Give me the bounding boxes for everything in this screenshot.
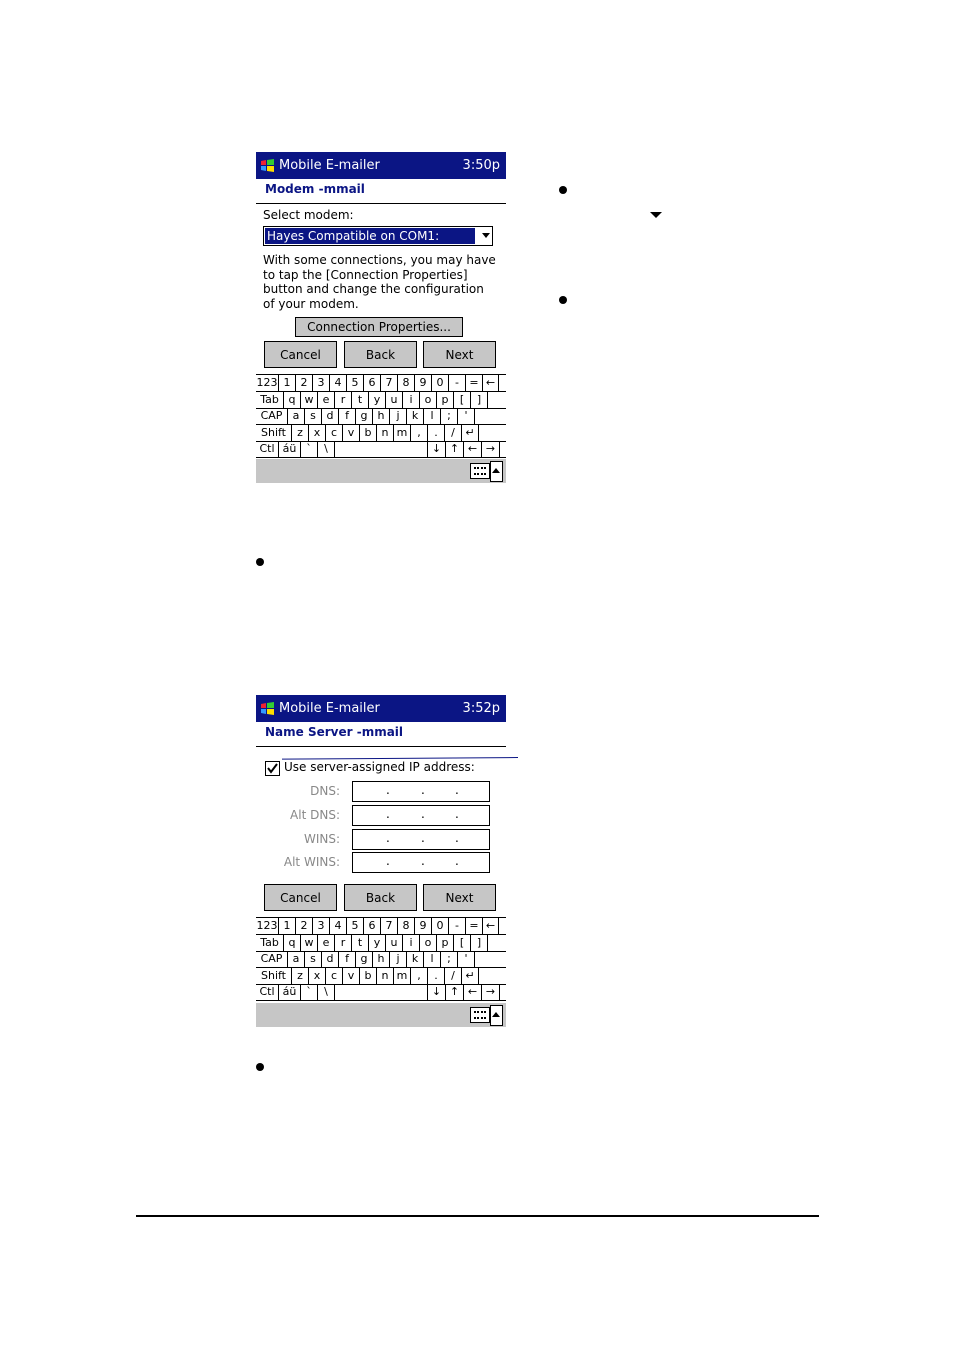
key[interactable]: → (482, 441, 500, 457)
key[interactable]: h (373, 408, 390, 424)
info-text: With some connections, you may have to tap the [Connection Properties] button and change the configuration of your modem. (263, 253, 496, 311)
key[interactable]: 7 (381, 375, 398, 391)
modem-select-value[interactable]: Hayes Compatible on COM1: (265, 228, 475, 244)
soft-keyboard (256, 374, 506, 459)
key[interactable]: Tab (256, 392, 284, 408)
key[interactable]: ↑ (446, 441, 464, 457)
key[interactable]: 5 (347, 375, 364, 391)
key[interactable]: 6 (364, 918, 381, 934)
keyboard-row (256, 935, 506, 952)
key[interactable]: 123 (256, 376, 278, 389)
key[interactable]: z (292, 968, 309, 984)
key[interactable]: f (339, 408, 356, 424)
key[interactable]: ] (471, 392, 488, 408)
key[interactable]: - (449, 375, 466, 391)
keyboard-row (256, 984, 506, 1001)
key[interactable]: 5 (347, 918, 364, 934)
keyboard-row (256, 968, 506, 985)
key[interactable]: CAP (256, 408, 288, 424)
keyboard-row (256, 918, 506, 935)
key[interactable]: u (386, 935, 403, 951)
key[interactable]: v (343, 968, 360, 984)
divider (256, 203, 506, 204)
checkbox-check-icon (266, 762, 279, 775)
alt-dns-field[interactable]: . . . (352, 805, 490, 826)
sip-bar (256, 1003, 506, 1027)
key[interactable]: p (437, 392, 454, 408)
key[interactable]: = (466, 375, 483, 391)
dropdown-arrow-icon[interactable] (482, 233, 490, 238)
page-title: Modem -mmail (265, 182, 365, 196)
key[interactable]: m (394, 968, 411, 984)
clock[interactable]: 3:52p (462, 701, 500, 716)
key[interactable]: ↑ (446, 984, 464, 1000)
key[interactable]: 3 (313, 375, 330, 391)
key[interactable]: y (369, 935, 386, 951)
back-button[interactable]: Back (344, 341, 417, 368)
key[interactable]: 4 (330, 918, 347, 934)
modem-select[interactable] (263, 226, 493, 246)
key[interactable]: ' (458, 951, 475, 967)
key[interactable]: q (284, 935, 301, 951)
keyboard-row (256, 408, 506, 425)
key[interactable]: p (437, 935, 454, 951)
key[interactable]: s (305, 408, 322, 424)
key[interactable]: 3 (313, 918, 330, 934)
page-title: Name Server -mmail (265, 725, 404, 739)
key[interactable]: n (377, 968, 394, 984)
title-bar (256, 152, 506, 179)
title-bar (256, 695, 506, 722)
key[interactable]: . (428, 968, 445, 984)
key[interactable]: j (390, 408, 407, 424)
bullet (256, 1063, 264, 1071)
dropdown-arrow-icon (650, 212, 662, 218)
key[interactable]: ] (471, 935, 488, 951)
key-space[interactable] (335, 984, 428, 1000)
cancel-button[interactable]: Cancel (264, 341, 337, 368)
key[interactable]: ; (441, 951, 458, 967)
key[interactable]: e (318, 935, 335, 951)
keyboard-row (256, 425, 506, 442)
key[interactable]: v (343, 425, 360, 441)
key[interactable]: ; (441, 408, 458, 424)
key[interactable]: h (373, 951, 390, 967)
key[interactable]: Shift (256, 968, 292, 984)
back-button[interactable]: Back (344, 884, 417, 911)
key[interactable]: o (420, 935, 437, 951)
key[interactable]: 7 (381, 918, 398, 934)
key[interactable]: s (305, 951, 322, 967)
soft-keyboard (256, 917, 506, 1002)
key[interactable]: 123 (256, 919, 278, 932)
dns-label: DNS: (310, 784, 340, 798)
key[interactable]: / (445, 968, 462, 984)
app-title: Mobile E-mailer (279, 158, 380, 173)
windows-start-icon[interactable] (259, 700, 276, 717)
key[interactable]: o (420, 392, 437, 408)
key[interactable]: ↓ (428, 441, 446, 457)
key[interactable]: b (360, 425, 377, 441)
key[interactable]: Shift (256, 425, 292, 441)
clock[interactable]: 3:50p (462, 158, 500, 173)
key[interactable]: j (390, 951, 407, 967)
key[interactable]: c (326, 968, 343, 984)
key[interactable]: \ (318, 984, 335, 1000)
key[interactable]: c (326, 425, 343, 441)
key[interactable]: x (309, 425, 326, 441)
key[interactable]: [ (454, 392, 471, 408)
key[interactable]: ` (301, 984, 318, 1000)
keyboard-icon[interactable] (470, 463, 490, 479)
key[interactable]: Tab (256, 935, 284, 951)
modem-screen (256, 152, 506, 483)
key[interactable]: r (335, 935, 352, 951)
key[interactable]: t (352, 935, 369, 951)
next-button[interactable]: Next (423, 341, 496, 368)
key[interactable]: Ctl (256, 984, 279, 1000)
key[interactable]: w (301, 935, 318, 951)
keyboard-icon[interactable] (470, 1007, 490, 1023)
key[interactable]: t (352, 392, 369, 408)
key[interactable]: = (466, 918, 483, 934)
key[interactable]: q (284, 392, 301, 408)
key[interactable]: d (322, 408, 339, 424)
key[interactable]: k (407, 951, 424, 967)
key[interactable]: [ (454, 935, 471, 951)
key[interactable]: - (449, 918, 466, 934)
wins-field[interactable]: . . . (352, 829, 490, 850)
key[interactable]: 6 (364, 375, 381, 391)
keyboard-row (256, 392, 506, 409)
key[interactable]: , (411, 425, 428, 441)
key[interactable]: áü (279, 984, 301, 1000)
key[interactable]: . (428, 425, 445, 441)
key[interactable]: a (288, 951, 305, 967)
key[interactable]: ↵ (462, 425, 479, 441)
app-title: Mobile E-mailer (279, 701, 380, 716)
key[interactable]: u (386, 392, 403, 408)
key[interactable]: ← (483, 375, 499, 391)
select-modem-label: Select modem: (263, 208, 354, 222)
sip-bar (256, 459, 506, 483)
cancel-button[interactable]: Cancel (264, 884, 337, 911)
use-server-ip-label: Use server-assigned IP address: (284, 760, 475, 774)
sip-up-arrow-icon[interactable] (490, 1005, 503, 1026)
keyboard-row (256, 951, 506, 968)
sip-up-arrow-icon[interactable] (490, 461, 503, 482)
key[interactable]: l (424, 408, 441, 424)
key[interactable]: \ (318, 441, 335, 457)
alt-wins-field[interactable]: . . . (352, 852, 490, 873)
dns-field[interactable]: . . . (352, 781, 490, 802)
key[interactable]: k (407, 408, 424, 424)
wins-label: WINS: (303, 832, 340, 846)
keyboard-row (256, 441, 506, 458)
key[interactable]: f (339, 951, 356, 967)
alt-wins-label: Alt WINS: (283, 855, 340, 869)
key[interactable]: , (411, 968, 428, 984)
key[interactable]: w (301, 392, 318, 408)
next-button[interactable]: Next (423, 884, 496, 911)
key-space[interactable] (335, 441, 428, 457)
windows-start-icon[interactable] (259, 157, 276, 174)
use-server-ip-checkbox[interactable] (265, 761, 280, 776)
key[interactable]: CAP (256, 951, 288, 967)
key[interactable]: 0 (432, 375, 449, 391)
key[interactable]: ← (464, 984, 482, 1000)
key[interactable]: 9 (415, 918, 432, 934)
footer-rule (136, 1215, 819, 1217)
key[interactable]: ` (301, 441, 318, 457)
key[interactable]: y (369, 392, 386, 408)
key[interactable]: ' (458, 408, 475, 424)
key[interactable]: 1 (279, 375, 296, 391)
key[interactable]: a (288, 408, 305, 424)
key[interactable]: n (377, 425, 394, 441)
key[interactable]: 0 (432, 918, 449, 934)
key[interactable]: e (318, 392, 335, 408)
key[interactable]: r (335, 392, 352, 408)
name-server-screen (256, 695, 506, 1027)
bullet (559, 186, 567, 194)
key[interactable]: b (360, 968, 377, 984)
divider (256, 746, 506, 747)
key[interactable]: 9 (415, 375, 432, 391)
key[interactable]: g (356, 408, 373, 424)
key[interactable]: Ctl (256, 441, 279, 457)
key[interactable]: i (403, 392, 420, 408)
key[interactable]: i (403, 935, 420, 951)
bullet (256, 558, 264, 566)
key[interactable]: 8 (398, 918, 415, 934)
key[interactable]: áü (279, 441, 301, 457)
key[interactable]: 2 (296, 918, 313, 934)
key[interactable]: x (309, 968, 326, 984)
key[interactable]: 2 (296, 375, 313, 391)
keyboard-row (256, 375, 506, 392)
key[interactable]: m (394, 425, 411, 441)
bullet (559, 296, 567, 304)
key[interactable]: / (445, 425, 462, 441)
key[interactable]: → (482, 984, 500, 1000)
alt-dns-label: Alt DNS: (290, 808, 340, 822)
key[interactable]: ↵ (462, 968, 479, 984)
key[interactable]: l (424, 951, 441, 967)
key[interactable]: 4 (330, 375, 347, 391)
key[interactable]: z (292, 425, 309, 441)
key[interactable]: ↓ (428, 984, 446, 1000)
key[interactable]: ← (464, 441, 482, 457)
connection-properties-button[interactable]: Connection Properties... (295, 317, 463, 337)
key[interactable]: ← (483, 918, 499, 934)
key[interactable]: 8 (398, 375, 415, 391)
key[interactable]: g (356, 951, 373, 967)
key[interactable]: 1 (279, 918, 296, 934)
key[interactable]: d (322, 951, 339, 967)
